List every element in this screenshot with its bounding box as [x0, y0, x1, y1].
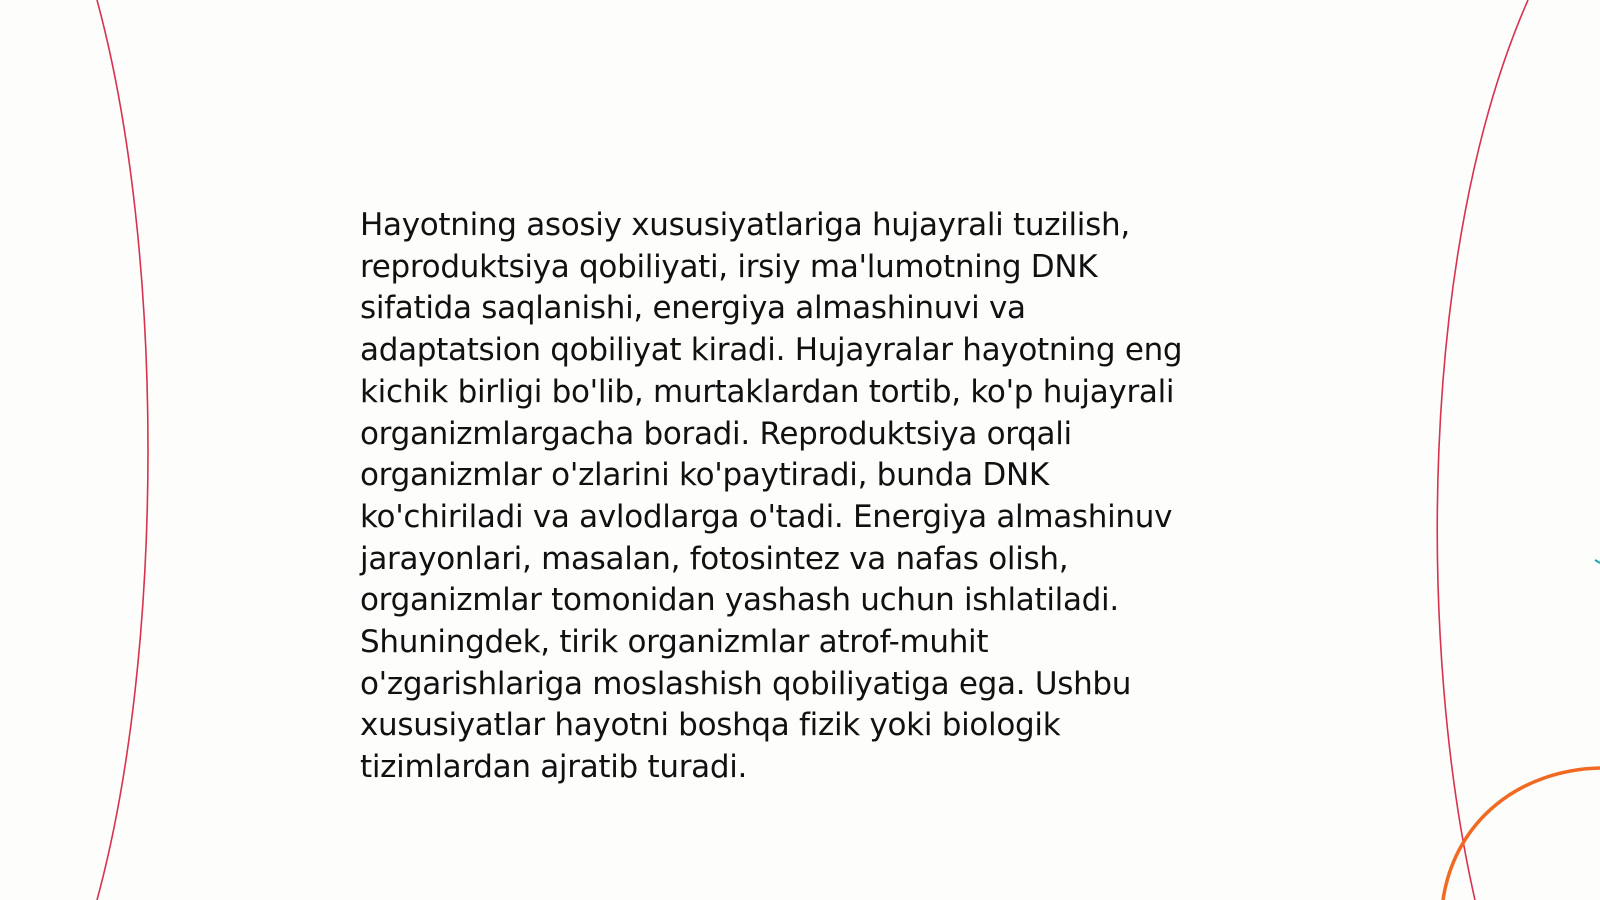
orange-arc	[1443, 768, 1600, 900]
right-red-curve	[1437, 0, 1528, 900]
body-paragraph: Hayotning asosiy xususiyatlariga hujayrali tuzilish, reproduktsiya qobiliyati, irsiy ma'lumotning DNK sifatida saqlanishi, energiya almashinuvi va adaptatsion qobiliyat kiradi. Hujayralar hayotning eng kichik birligi bo'lib, murtaklardan tortib, ko'p hujayrali organizmlargacha boradi. Reproduktsiya orqali organizmlar o'zlarini ko'paytiradi, bunda DNK ko'chiriladi va avlodlarga o'tadi. Energiya almashinuv jarayonlari, masalan, fotosintez va nafas olish, organizmlar tomonidan yashash uchun ishlatiladi. Shuningdek, tirik organizmlar atrof-muhit o'zgarishlariga moslashish qobiliyatiga ega. Ushbu xususiyatlar hayotni boshqa fizik yoki biologik tizimlardan ajratib turadi.	[360, 207, 1183, 786]
teal-accent-mark	[1595, 560, 1600, 563]
left-red-curve	[97, 0, 148, 900]
